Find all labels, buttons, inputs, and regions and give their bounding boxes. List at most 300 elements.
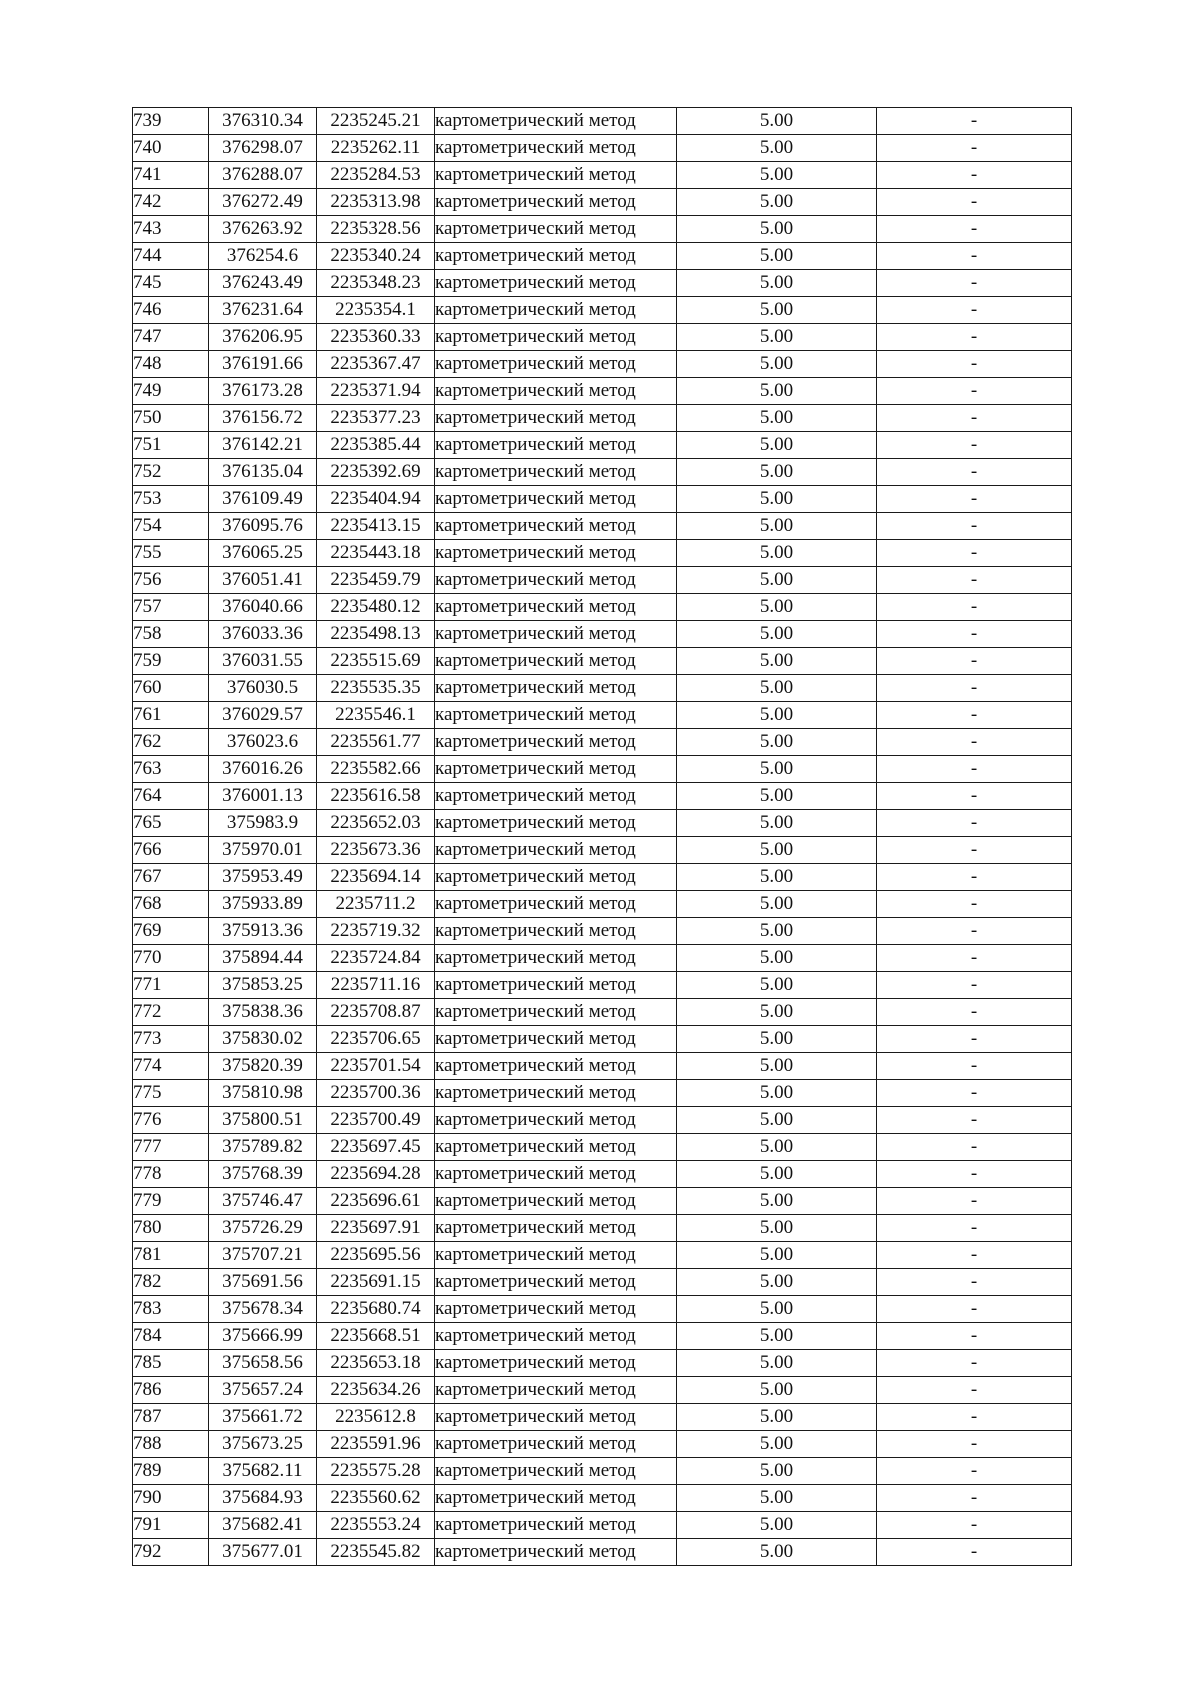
- x-coordinate-cell: 376173.28: [209, 378, 317, 405]
- method-cell: картометрический метод: [435, 1377, 677, 1404]
- point-number-cell: 748: [133, 351, 209, 378]
- method-cell: картометрический метод: [435, 756, 677, 783]
- y-coordinate-cell: 2235367.47: [317, 351, 435, 378]
- note-cell: -: [877, 1134, 1072, 1161]
- table-row: [133, 1026, 1072, 1053]
- accuracy-cell: 5.00: [677, 594, 877, 621]
- point-number-cell: 782: [133, 1269, 209, 1296]
- point-number-cell: 764: [133, 783, 209, 810]
- accuracy-cell: 5.00: [677, 270, 877, 297]
- x-coordinate-cell: 376231.64: [209, 297, 317, 324]
- accuracy-cell: 5.00: [677, 1431, 877, 1458]
- point-number-cell: 791: [133, 1512, 209, 1539]
- accuracy-cell: 5.00: [677, 945, 877, 972]
- note-cell: -: [877, 432, 1072, 459]
- table-row: [133, 324, 1072, 351]
- accuracy-cell: 5.00: [677, 108, 877, 135]
- y-coordinate-cell: 2235561.77: [317, 729, 435, 756]
- y-coordinate-cell: 2235711.16: [317, 972, 435, 999]
- table-row: [133, 729, 1072, 756]
- x-coordinate-cell: 376109.49: [209, 486, 317, 513]
- y-coordinate-cell: 2235653.18: [317, 1350, 435, 1377]
- table-row: [133, 567, 1072, 594]
- table-row: [133, 783, 1072, 810]
- note-cell: -: [877, 162, 1072, 189]
- note-cell: -: [877, 918, 1072, 945]
- method-cell: картометрический метод: [435, 1296, 677, 1323]
- method-cell: картометрический метод: [435, 1404, 677, 1431]
- y-coordinate-cell: 2235696.61: [317, 1188, 435, 1215]
- x-coordinate-cell: 376033.36: [209, 621, 317, 648]
- note-cell: -: [877, 972, 1072, 999]
- y-coordinate-cell: 2235328.56: [317, 216, 435, 243]
- table-row: [133, 675, 1072, 702]
- accuracy-cell: 5.00: [677, 216, 877, 243]
- point-number-cell: 745: [133, 270, 209, 297]
- y-coordinate-cell: 2235634.26: [317, 1377, 435, 1404]
- accuracy-cell: 5.00: [677, 243, 877, 270]
- method-cell: картометрический метод: [435, 1350, 677, 1377]
- note-cell: -: [877, 702, 1072, 729]
- point-number-cell: 740: [133, 135, 209, 162]
- note-cell: -: [877, 1188, 1072, 1215]
- point-number-cell: 746: [133, 297, 209, 324]
- accuracy-cell: 5.00: [677, 837, 877, 864]
- point-number-cell: 768: [133, 891, 209, 918]
- y-coordinate-cell: 2235694.14: [317, 864, 435, 891]
- method-cell: картометрический метод: [435, 162, 677, 189]
- method-cell: картометрический метод: [435, 1485, 677, 1512]
- point-number-cell: 754: [133, 513, 209, 540]
- x-coordinate-cell: 375691.56: [209, 1269, 317, 1296]
- table-row: [133, 972, 1072, 999]
- accuracy-cell: 5.00: [677, 1404, 877, 1431]
- accuracy-cell: 5.00: [677, 1026, 877, 1053]
- point-number-cell: 756: [133, 567, 209, 594]
- point-number-cell: 778: [133, 1161, 209, 1188]
- note-cell: -: [877, 324, 1072, 351]
- note-cell: -: [877, 1458, 1072, 1485]
- note-cell: -: [877, 1539, 1072, 1566]
- method-cell: картометрический метод: [435, 1431, 677, 1458]
- x-coordinate-cell: 375657.24: [209, 1377, 317, 1404]
- accuracy-cell: 5.00: [677, 324, 877, 351]
- accuracy-cell: 5.00: [677, 864, 877, 891]
- x-coordinate-cell: 375673.25: [209, 1431, 317, 1458]
- note-cell: -: [877, 621, 1072, 648]
- note-cell: -: [877, 1161, 1072, 1188]
- note-cell: -: [877, 729, 1072, 756]
- accuracy-cell: 5.00: [677, 918, 877, 945]
- y-coordinate-cell: 2235560.62: [317, 1485, 435, 1512]
- note-cell: -: [877, 567, 1072, 594]
- table-row: [133, 216, 1072, 243]
- accuracy-cell: 5.00: [677, 1485, 877, 1512]
- method-cell: картометрический метод: [435, 918, 677, 945]
- method-cell: картометрический метод: [435, 432, 677, 459]
- y-coordinate-cell: 2235360.33: [317, 324, 435, 351]
- point-number-cell: 759: [133, 648, 209, 675]
- method-cell: картометрический метод: [435, 1323, 677, 1350]
- x-coordinate-cell: 376191.66: [209, 351, 317, 378]
- note-cell: -: [877, 378, 1072, 405]
- point-number-cell: 755: [133, 540, 209, 567]
- y-coordinate-cell: 2235680.74: [317, 1296, 435, 1323]
- table-row: [133, 1296, 1072, 1323]
- accuracy-cell: 5.00: [677, 1107, 877, 1134]
- point-number-cell: 786: [133, 1377, 209, 1404]
- y-coordinate-cell: 2235354.1: [317, 297, 435, 324]
- y-coordinate-cell: 2235719.32: [317, 918, 435, 945]
- method-cell: картометрический метод: [435, 594, 677, 621]
- method-cell: картометрический метод: [435, 243, 677, 270]
- accuracy-cell: 5.00: [677, 405, 877, 432]
- y-coordinate-cell: 2235695.56: [317, 1242, 435, 1269]
- accuracy-cell: 5.00: [677, 1512, 877, 1539]
- note-cell: -: [877, 810, 1072, 837]
- table-row: [133, 270, 1072, 297]
- point-number-cell: 763: [133, 756, 209, 783]
- table-row: [133, 1053, 1072, 1080]
- x-coordinate-cell: 375684.93: [209, 1485, 317, 1512]
- y-coordinate-cell: 2235413.15: [317, 513, 435, 540]
- note-cell: -: [877, 108, 1072, 135]
- table-row: [133, 648, 1072, 675]
- method-cell: картометрический метод: [435, 999, 677, 1026]
- method-cell: картометрический метод: [435, 216, 677, 243]
- point-number-cell: 747: [133, 324, 209, 351]
- coordinates-table: [132, 107, 1072, 1566]
- point-number-cell: 789: [133, 1458, 209, 1485]
- x-coordinate-cell: 375682.41: [209, 1512, 317, 1539]
- note-cell: -: [877, 351, 1072, 378]
- table-row: [133, 621, 1072, 648]
- x-coordinate-cell: 375913.36: [209, 918, 317, 945]
- point-number-cell: 773: [133, 1026, 209, 1053]
- table-row: [133, 513, 1072, 540]
- table-row: [133, 864, 1072, 891]
- accuracy-cell: 5.00: [677, 1161, 877, 1188]
- x-coordinate-cell: 375810.98: [209, 1080, 317, 1107]
- table-row: [133, 108, 1072, 135]
- y-coordinate-cell: 2235697.45: [317, 1134, 435, 1161]
- y-coordinate-cell: 2235724.84: [317, 945, 435, 972]
- table-row: [133, 1215, 1072, 1242]
- accuracy-cell: 5.00: [677, 1323, 877, 1350]
- method-cell: картометрический метод: [435, 270, 677, 297]
- note-cell: -: [877, 1296, 1072, 1323]
- x-coordinate-cell: 376040.66: [209, 594, 317, 621]
- x-coordinate-cell: 375800.51: [209, 1107, 317, 1134]
- method-cell: картометрический метод: [435, 486, 677, 513]
- x-coordinate-cell: 376310.34: [209, 108, 317, 135]
- accuracy-cell: 5.00: [677, 378, 877, 405]
- note-cell: -: [877, 594, 1072, 621]
- x-coordinate-cell: 375682.11: [209, 1458, 317, 1485]
- table-row: [133, 1269, 1072, 1296]
- accuracy-cell: 5.00: [677, 567, 877, 594]
- point-number-cell: 779: [133, 1188, 209, 1215]
- y-coordinate-cell: 2235535.35: [317, 675, 435, 702]
- table-row: [133, 351, 1072, 378]
- x-coordinate-cell: 376243.49: [209, 270, 317, 297]
- point-number-cell: 742: [133, 189, 209, 216]
- accuracy-cell: 5.00: [677, 1269, 877, 1296]
- x-coordinate-cell: 375830.02: [209, 1026, 317, 1053]
- x-coordinate-cell: 376156.72: [209, 405, 317, 432]
- accuracy-cell: 5.00: [677, 702, 877, 729]
- document-page: [132, 107, 1071, 1566]
- point-number-cell: 765: [133, 810, 209, 837]
- accuracy-cell: 5.00: [677, 999, 877, 1026]
- point-number-cell: 743: [133, 216, 209, 243]
- accuracy-cell: 5.00: [677, 810, 877, 837]
- coordinates-table-body: [133, 108, 1072, 1566]
- note-cell: -: [877, 486, 1072, 513]
- point-number-cell: 769: [133, 918, 209, 945]
- x-coordinate-cell: 375820.39: [209, 1053, 317, 1080]
- point-number-cell: 785: [133, 1350, 209, 1377]
- y-coordinate-cell: 2235262.11: [317, 135, 435, 162]
- note-cell: -: [877, 1377, 1072, 1404]
- accuracy-cell: 5.00: [677, 1539, 877, 1566]
- accuracy-cell: 5.00: [677, 621, 877, 648]
- table-row: [133, 1107, 1072, 1134]
- y-coordinate-cell: 2235652.03: [317, 810, 435, 837]
- note-cell: -: [877, 864, 1072, 891]
- accuracy-cell: 5.00: [677, 1350, 877, 1377]
- method-cell: картометрический метод: [435, 864, 677, 891]
- x-coordinate-cell: 375789.82: [209, 1134, 317, 1161]
- table-row: [133, 891, 1072, 918]
- x-coordinate-cell: 375933.89: [209, 891, 317, 918]
- table-row: [133, 1188, 1072, 1215]
- point-number-cell: 749: [133, 378, 209, 405]
- method-cell: картометрический метод: [435, 1188, 677, 1215]
- point-number-cell: 761: [133, 702, 209, 729]
- point-number-cell: 788: [133, 1431, 209, 1458]
- x-coordinate-cell: 376016.26: [209, 756, 317, 783]
- y-coordinate-cell: 2235700.49: [317, 1107, 435, 1134]
- x-coordinate-cell: 375666.99: [209, 1323, 317, 1350]
- x-coordinate-cell: 375707.21: [209, 1242, 317, 1269]
- y-coordinate-cell: 2235348.23: [317, 270, 435, 297]
- table-row: [133, 1485, 1072, 1512]
- y-coordinate-cell: 2235546.1: [317, 702, 435, 729]
- method-cell: картометрический метод: [435, 1539, 677, 1566]
- accuracy-cell: 5.00: [677, 1458, 877, 1485]
- table-row: [133, 1161, 1072, 1188]
- accuracy-cell: 5.00: [677, 729, 877, 756]
- y-coordinate-cell: 2235616.58: [317, 783, 435, 810]
- method-cell: картометрический метод: [435, 1269, 677, 1296]
- note-cell: -: [877, 216, 1072, 243]
- x-coordinate-cell: 376142.21: [209, 432, 317, 459]
- method-cell: картометрический метод: [435, 513, 677, 540]
- accuracy-cell: 5.00: [677, 648, 877, 675]
- x-coordinate-cell: 376030.5: [209, 675, 317, 702]
- point-number-cell: 776: [133, 1107, 209, 1134]
- note-cell: -: [877, 999, 1072, 1026]
- method-cell: картометрический метод: [435, 702, 677, 729]
- note-cell: -: [877, 1242, 1072, 1269]
- point-number-cell: 741: [133, 162, 209, 189]
- table-row: [133, 810, 1072, 837]
- note-cell: -: [877, 1512, 1072, 1539]
- x-coordinate-cell: 376298.07: [209, 135, 317, 162]
- x-coordinate-cell: 375970.01: [209, 837, 317, 864]
- table-row: [133, 702, 1072, 729]
- y-coordinate-cell: 2235245.21: [317, 108, 435, 135]
- note-cell: -: [877, 459, 1072, 486]
- note-cell: -: [877, 891, 1072, 918]
- x-coordinate-cell: 375983.9: [209, 810, 317, 837]
- note-cell: -: [877, 1215, 1072, 1242]
- note-cell: -: [877, 270, 1072, 297]
- table-row: [133, 918, 1072, 945]
- y-coordinate-cell: 2235515.69: [317, 648, 435, 675]
- method-cell: картометрический метод: [435, 540, 677, 567]
- table-row: [133, 1431, 1072, 1458]
- note-cell: -: [877, 1269, 1072, 1296]
- x-coordinate-cell: 375838.36: [209, 999, 317, 1026]
- method-cell: картометрический метод: [435, 729, 677, 756]
- note-cell: -: [877, 1431, 1072, 1458]
- note-cell: -: [877, 756, 1072, 783]
- table-row: [133, 837, 1072, 864]
- table-row: [133, 162, 1072, 189]
- point-number-cell: 750: [133, 405, 209, 432]
- accuracy-cell: 5.00: [677, 1215, 877, 1242]
- note-cell: -: [877, 1053, 1072, 1080]
- x-coordinate-cell: 375678.34: [209, 1296, 317, 1323]
- method-cell: картометрический метод: [435, 108, 677, 135]
- y-coordinate-cell: 2235371.94: [317, 378, 435, 405]
- note-cell: -: [877, 1350, 1072, 1377]
- point-number-cell: 767: [133, 864, 209, 891]
- table-row: [133, 1242, 1072, 1269]
- table-row: [133, 1323, 1072, 1350]
- y-coordinate-cell: 2235284.53: [317, 162, 435, 189]
- method-cell: картометрический метод: [435, 1242, 677, 1269]
- table-row: [133, 405, 1072, 432]
- x-coordinate-cell: 376263.92: [209, 216, 317, 243]
- accuracy-cell: 5.00: [677, 1377, 877, 1404]
- method-cell: картометрический метод: [435, 675, 677, 702]
- note-cell: -: [877, 648, 1072, 675]
- note-cell: -: [877, 405, 1072, 432]
- y-coordinate-cell: 2235691.15: [317, 1269, 435, 1296]
- method-cell: картометрический метод: [435, 621, 677, 648]
- method-cell: картометрический метод: [435, 1053, 677, 1080]
- accuracy-cell: 5.00: [677, 162, 877, 189]
- accuracy-cell: 5.00: [677, 1053, 877, 1080]
- table-row: [133, 540, 1072, 567]
- accuracy-cell: 5.00: [677, 756, 877, 783]
- note-cell: -: [877, 243, 1072, 270]
- method-cell: картометрический метод: [435, 810, 677, 837]
- point-number-cell: 777: [133, 1134, 209, 1161]
- accuracy-cell: 5.00: [677, 1080, 877, 1107]
- method-cell: картометрический метод: [435, 135, 677, 162]
- point-number-cell: 775: [133, 1080, 209, 1107]
- point-number-cell: 787: [133, 1404, 209, 1431]
- point-number-cell: 760: [133, 675, 209, 702]
- point-number-cell: 758: [133, 621, 209, 648]
- y-coordinate-cell: 2235392.69: [317, 459, 435, 486]
- table-row: [133, 297, 1072, 324]
- x-coordinate-cell: 376031.55: [209, 648, 317, 675]
- table-row: [133, 594, 1072, 621]
- table-row: [133, 756, 1072, 783]
- accuracy-cell: 5.00: [677, 783, 877, 810]
- y-coordinate-cell: 2235711.2: [317, 891, 435, 918]
- x-coordinate-cell: 375953.49: [209, 864, 317, 891]
- x-coordinate-cell: 376135.04: [209, 459, 317, 486]
- x-coordinate-cell: 375894.44: [209, 945, 317, 972]
- method-cell: картометрический метод: [435, 1134, 677, 1161]
- x-coordinate-cell: 376023.6: [209, 729, 317, 756]
- table-row: [133, 189, 1072, 216]
- point-number-cell: 739: [133, 108, 209, 135]
- method-cell: картометрический метод: [435, 837, 677, 864]
- x-coordinate-cell: 376288.07: [209, 162, 317, 189]
- note-cell: -: [877, 1323, 1072, 1350]
- accuracy-cell: 5.00: [677, 675, 877, 702]
- y-coordinate-cell: 2235673.36: [317, 837, 435, 864]
- accuracy-cell: 5.00: [677, 459, 877, 486]
- table-row: [133, 486, 1072, 513]
- accuracy-cell: 5.00: [677, 486, 877, 513]
- note-cell: -: [877, 297, 1072, 324]
- y-coordinate-cell: 2235582.66: [317, 756, 435, 783]
- table-row: [133, 1512, 1072, 1539]
- point-number-cell: 780: [133, 1215, 209, 1242]
- y-coordinate-cell: 2235340.24: [317, 243, 435, 270]
- note-cell: -: [877, 783, 1072, 810]
- method-cell: картометрический метод: [435, 945, 677, 972]
- note-cell: -: [877, 837, 1072, 864]
- accuracy-cell: 5.00: [677, 972, 877, 999]
- y-coordinate-cell: 2235668.51: [317, 1323, 435, 1350]
- method-cell: картометрический метод: [435, 378, 677, 405]
- accuracy-cell: 5.00: [677, 189, 877, 216]
- x-coordinate-cell: 376001.13: [209, 783, 317, 810]
- table-row: [133, 459, 1072, 486]
- y-coordinate-cell: 2235575.28: [317, 1458, 435, 1485]
- y-coordinate-cell: 2235377.23: [317, 405, 435, 432]
- method-cell: картометрический метод: [435, 783, 677, 810]
- point-number-cell: 771: [133, 972, 209, 999]
- point-number-cell: 757: [133, 594, 209, 621]
- y-coordinate-cell: 2235404.94: [317, 486, 435, 513]
- accuracy-cell: 5.00: [677, 891, 877, 918]
- x-coordinate-cell: 375677.01: [209, 1539, 317, 1566]
- y-coordinate-cell: 2235545.82: [317, 1539, 435, 1566]
- accuracy-cell: 5.00: [677, 1296, 877, 1323]
- table-row: [133, 1458, 1072, 1485]
- point-number-cell: 770: [133, 945, 209, 972]
- table-row: [133, 378, 1072, 405]
- method-cell: картометрический метод: [435, 405, 677, 432]
- accuracy-cell: 5.00: [677, 351, 877, 378]
- note-cell: -: [877, 1404, 1072, 1431]
- x-coordinate-cell: 376206.95: [209, 324, 317, 351]
- point-number-cell: 781: [133, 1242, 209, 1269]
- accuracy-cell: 5.00: [677, 297, 877, 324]
- note-cell: -: [877, 1080, 1072, 1107]
- y-coordinate-cell: 2235385.44: [317, 432, 435, 459]
